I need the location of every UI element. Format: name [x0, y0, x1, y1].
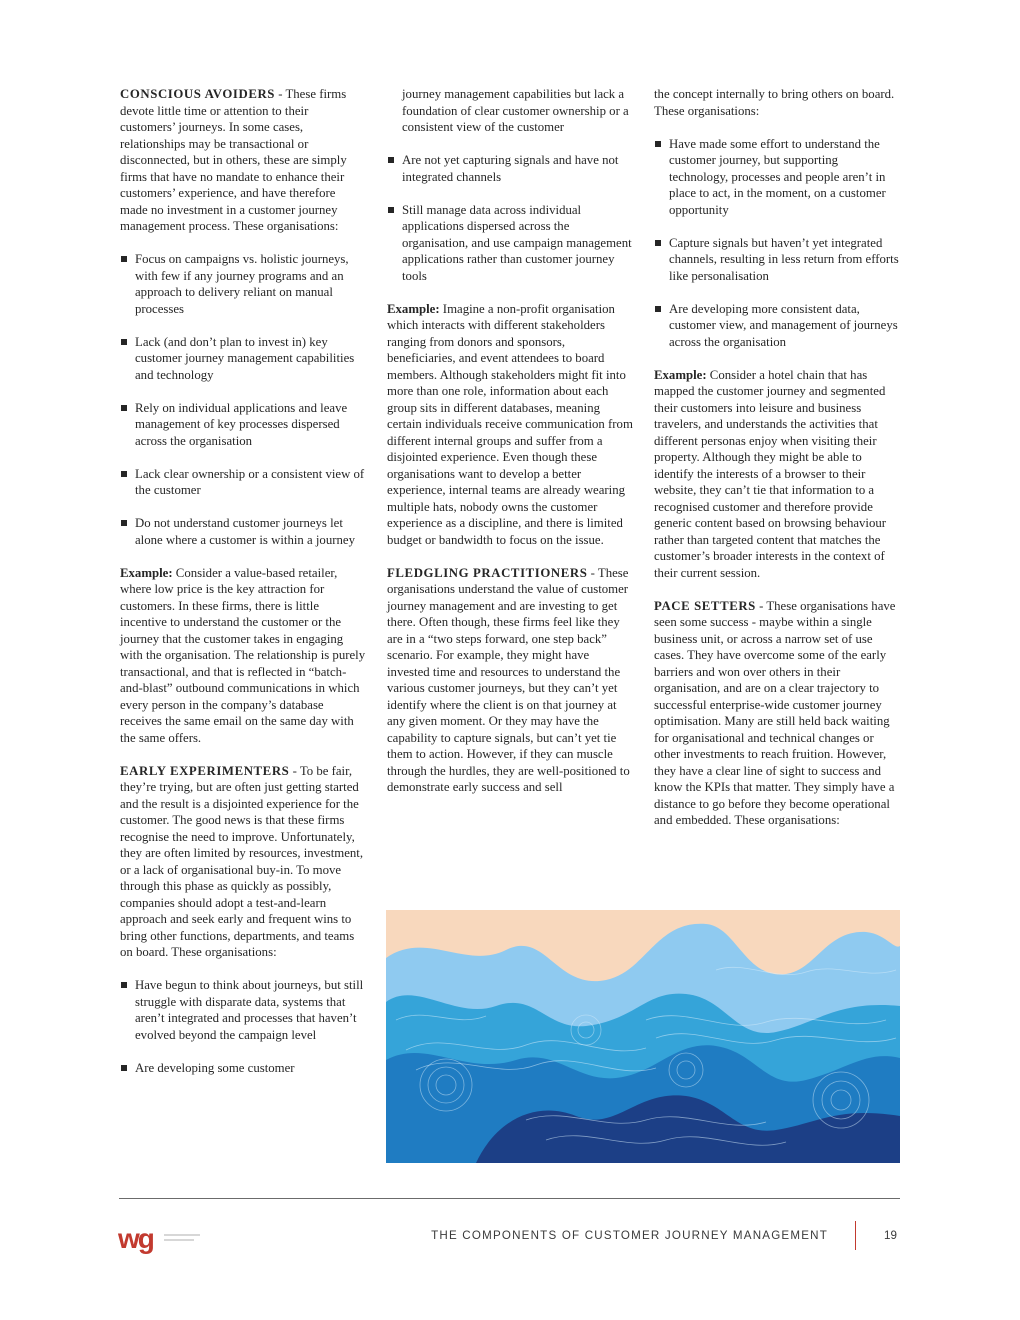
early-experimenters-body: - To be fair, they’re trying, but are often just getting started and the result is a disjointed experience for the customer. The good news is that these firms recognise the need to improve. Unfortunately, they are often limited by resources, investment, or a lack of organisational buy-in. To move through this phase as quickly as possibly, companies should adopt a test-and-learn approach and seek early and frequent wins to bring other functions, departments, and teams on board. These organisations: — [120, 763, 364, 959]
list-item: Have begun to think about journeys, but still struggle with disparate data, systems that aren’t integrated and processes that haven’t evolved beyond the campaign level — [120, 977, 366, 1043]
early-experimenters-list-continued — [387, 86, 633, 284]
example-paragraph — [654, 367, 900, 582]
text-column-2 — [387, 86, 633, 812]
example-label: Example: — [387, 301, 440, 316]
early-experimenters-list — [120, 977, 366, 1076]
example-label: Example: — [120, 565, 173, 580]
footer-divider — [119, 1198, 900, 1199]
wg-logo-text: wg — [118, 1224, 153, 1254]
list-item: Do not understand customer journeys let alone where a customer is within a journey — [120, 515, 366, 548]
list-item: Capture signals but haven’t yet integrated channels, resulting in less return from efforts like personalisation — [654, 235, 900, 285]
fledgling-practitioners-list — [654, 136, 900, 351]
list-item: Are developing more consistent data, customer view, and management of journeys across the organisation — [654, 301, 900, 351]
fledgling-practitioners-heading: FLEDGLING PRACTITIONERS — [387, 565, 588, 580]
wave-illustration — [386, 910, 900, 1163]
wg-logo — [118, 1224, 208, 1260]
example-body: Imagine a non-profit organisation which interacts with different stakeholders ranging from donors and sponsors, beneficiaries, and event attendees to board members. Although stakeholders might fit into more than one role, information about each group sits in different databases, meaning certain individuals receive communication from different internal groups and suffer from a disjointed experience. Even though these organisations want to develop a better experience, internal teams are already wearing multiple hats, nobody owns the customer experience as a discipline, and there is limited budget or bandwidth to focus on the issue. — [387, 301, 633, 547]
pace-setters-body: - These organisations have seen some success - maybe within a single business unit, or across a narrow set of use cases. They have overcome some of the early barriers and won over others in their organisation, and are on a clear trajectory to successful enterprise-wide customer journey optimisation. Many are still held back waiting for organisational and technical changes or other investments to reach fruition. However, they have a clear line of sight to success and know the KPIs that matter. They simply have a distance to go before they become operational and embedded. These organisations: — [654, 598, 896, 827]
list-item: Rely on individual applications and leave management of key processes dispersed across the organisation — [120, 400, 366, 450]
example-body: Consider a value-based retailer, where low price is the key attraction for customers. In these firms, there is little incentive to understand the customer or the journey that the customer takes in engaging with the organisation. The relationship is purely transactional, and that is reflected in “batch-and-blast” outbound communications in which every person in the company’s database receives the same email on the same day with the same offers. — [120, 565, 366, 745]
conscious-avoiders-paragraph — [120, 86, 366, 235]
list-item: Lack clear ownership or a consistent view of the customer — [120, 466, 366, 499]
fledgling-continued-text: the concept internally to bring others on board. These organisations: — [654, 87, 895, 118]
early-experimenters-paragraph — [120, 763, 366, 961]
list-item: Still manage data across individual applications dispersed across the organisation, and use campaign management applications rather than customer journey tools — [387, 202, 633, 285]
text-column-1 — [120, 86, 366, 1093]
list-item: Have made some effort to understand the customer journey, but supporting technology, processes and people aren’t in place to act, in the moment, on a customer opportunity — [654, 136, 900, 219]
example-body: Consider a hotel chain that has mapped the customer journey and segmented their customers into leisure and business travelers, and understands the activities that different personas enjoy when visiting their property. Although they might be able to identify the interests of a browser to their website, they can’t tie that information to a recognised customer and therefore provide generic content based on browsing behaviour rather than targeted content that matches the customer’s broader interests in the context of their current session. — [654, 367, 887, 580]
fledgling-practitioners-paragraph — [387, 565, 633, 796]
footer-accent-bar — [855, 1221, 856, 1250]
conscious-avoiders-body: - These firms devote little time or attention to their customers’ journeys. In some cases, relationships may be transactional or disconnected, but in others, these are simply firms that have no mandate to enhance their customers’ experience, and have therefore made no investment in a customer journey management process. These organisations: — [120, 87, 347, 233]
early-experimenters-heading: EARLY EXPERIMENTERS — [120, 763, 290, 778]
wg-logo-mark — [118, 1224, 208, 1260]
page-number: 19 — [884, 1229, 897, 1242]
pace-setters-paragraph — [654, 598, 900, 829]
fledgling-practitioners-body: - These organisations understand the value of customer journey management and are investing to get there. Often though, these firms feel like they are in a “two steps forward, one step back” scenario. For example, they might have invested time and resources to understand the various customer journeys, but they can’t yet identify where the client is on that journey at any given moment. Or they may have the capability to capture signals, but can’t yet tie them to action. However, if they can muscle through the hurdles, they are well-positioned to demonstrate early success and sell — [387, 565, 630, 794]
example-paragraph — [387, 301, 633, 549]
example-paragraph — [120, 565, 366, 747]
example-label: Example: — [654, 367, 707, 382]
list-item: Are not yet capturing signals and have not integrated channels — [387, 152, 633, 185]
wave-illustration-svg — [386, 910, 900, 1163]
conscious-avoiders-list — [120, 251, 366, 548]
text-column-3 — [654, 86, 900, 845]
pace-setters-heading: PACE SETTERS — [654, 598, 756, 613]
list-item: Focus on campaigns vs. holistic journeys, with few if any journey programs and an approach to delivery reliant on manual processes — [120, 251, 366, 317]
list-item-continued: journey management capabilities but lack a foundation of clear customer ownership or a consistent view of the customer — [402, 87, 629, 134]
list-item: Are developing some customer — [120, 1060, 366, 1077]
conscious-avoiders-heading: CONSCIOUS AVOIDERS — [120, 87, 276, 101]
list-item: Lack (and don’t plan to invest in) key customer journey management capabilities and technology — [120, 334, 366, 384]
footer-title: THE COMPONENTS OF CUSTOMER JOURNEY MANAGEMENT — [431, 1229, 828, 1242]
